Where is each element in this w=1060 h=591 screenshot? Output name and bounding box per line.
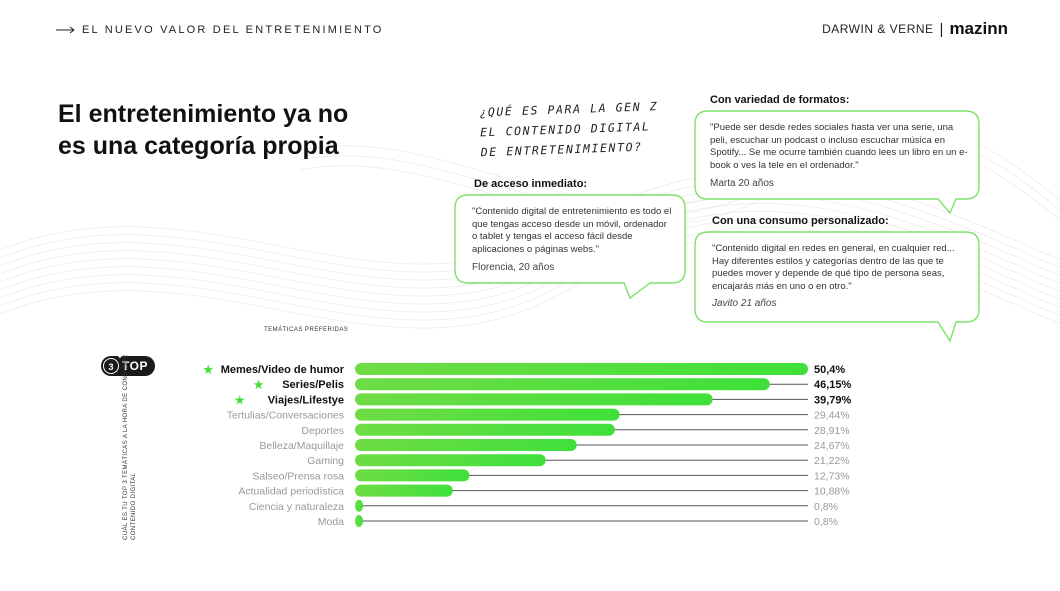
quote-heading-1: De acceso inmediato: [474, 178, 588, 190]
chart-title: TEMÁTICAS PREFERIDAS [264, 327, 349, 333]
quote-heading-3: Con una consumo personalizado: [712, 215, 889, 227]
data-label: 28,91% [814, 424, 850, 437]
category-label: Memes/Video de humor [220, 364, 344, 376]
top-badge-number: 3 [103, 358, 119, 374]
data-label: 21,22% [814, 455, 850, 468]
data-label: 24,67% [814, 440, 850, 452]
bar [355, 469, 469, 481]
category-label: Deportes [301, 424, 344, 437]
bar [355, 500, 363, 512]
handwritten-question: ¿QUÉ ES PARA LA GEN Z EL CONTENIDO DIGITAL DE ENTRETENIMIENTO? [479, 99, 659, 160]
bar [355, 409, 620, 421]
category-label: Series/Pelis [282, 379, 344, 392]
data-label: 0,8% [814, 500, 838, 513]
data-label: 50,4% [814, 364, 846, 376]
category-label: Viajes/Lifestye [267, 394, 344, 407]
category-label: Moda [317, 516, 344, 528]
bar [355, 378, 770, 390]
star-icon: ★ [202, 363, 214, 378]
data-label: 29,44% [814, 409, 850, 422]
category-label: Belleza/Maquillaje [259, 440, 344, 452]
bar [355, 363, 808, 375]
quote-author-2: Marta 20 años [710, 178, 774, 189]
brand-secondary-logo: mazinn [949, 19, 1008, 38]
vertical-caption: CUÁL ES TU TOP 3 TEMÁTICAS A LA HORA DE CONSUMIR CONTENIDO DIGITAL [123, 354, 137, 540]
bar [355, 454, 546, 466]
sparkle-icon: ✦ [117, 354, 123, 361]
bar [355, 439, 577, 451]
category-label: Actualidad periodística [238, 485, 344, 498]
quote-author-3: Javito 21 años [712, 298, 777, 309]
data-label: 0,8% [814, 516, 838, 528]
category-label: Gaming [307, 455, 344, 468]
bar [355, 393, 713, 405]
bar [355, 485, 453, 497]
star-icon: ★ [252, 378, 265, 394]
page-title: El entretenimiento ya no es una categoría propia [58, 100, 349, 160]
category-label: Salseo/Prensa rosa [252, 470, 344, 483]
kicker-text: EL NUEVO VALOR DEL ENTRETENIMIENTO [82, 24, 384, 36]
category-label: Ciencia y naturaleza [248, 500, 344, 513]
brand-primary-logo: DARWIN & VERNE [822, 22, 934, 36]
star-icon: ★ [233, 393, 246, 409]
bar [355, 424, 615, 436]
data-label: 12,73% [814, 470, 850, 483]
top-badge-label: TOP [122, 359, 148, 373]
data-label: 10,88% [814, 485, 850, 498]
category-label: Tertulias/Conversaciones [226, 409, 344, 422]
quote-heading-2: Con variedad de formatos: [710, 94, 850, 106]
quote-author-1: Florencia, 20 años [472, 262, 555, 273]
quote-text-2: "Puede ser desde redes sociales hasta ver una serie, una peli, escuchar un podcast o incluso escuchar música en Spotify... Se me ocurre también cuando lees un libro en un e-book o ves la tele en el ordenador." [710, 122, 968, 171]
bar [355, 515, 363, 527]
data-label: 46,15% [814, 379, 852, 392]
data-label: 39,79% [814, 394, 852, 407]
brand-separator: | [939, 20, 944, 38]
quote-text-1: "Contenido digital de entretenimiento es todo el que tengas acceso desde un móvil, ordenador o tablet y tengas el acceso fácil desde aplicaciones o páginas webs." [472, 206, 672, 255]
quote-text-3: "Contenido digital en redes en general, en cualquier red... Hay diferentes estilos y categorías dentro de las que te puedes mover y depende de qué tipo de persona seas, encajarás más en uno o en otro." [712, 243, 955, 292]
